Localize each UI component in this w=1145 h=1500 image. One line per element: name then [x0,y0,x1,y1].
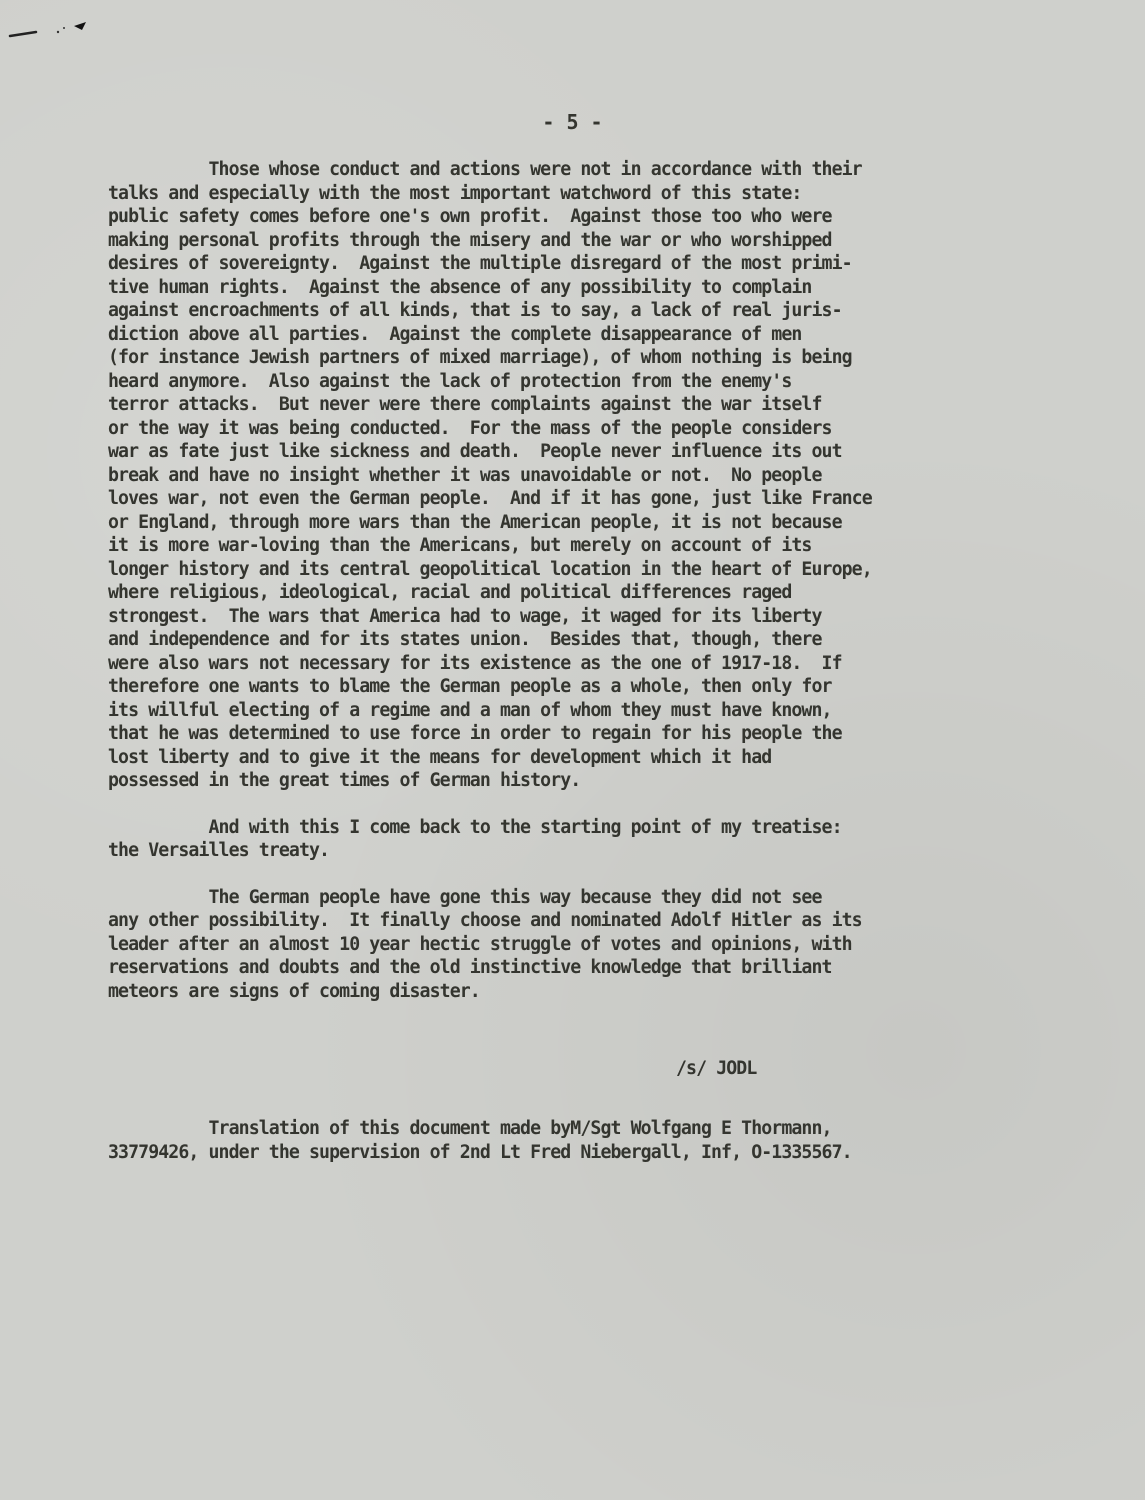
text-line: longer history and its central geopolitical location in the heart of Europe, [108,558,872,580]
text-line: meteors are signs of coming disaster. [108,980,480,1002]
text-line: lost liberty and to give it the means for development which it had [108,746,772,768]
text-line: therefore one wants to blame the German people as a whole, then only for [108,676,832,697]
paragraph-3 [108,886,1013,1004]
text-line: possessed in the great times of German history. [108,770,581,791]
text-line: tive human rights. Against the absence of any possibility to complain [108,276,812,298]
text-line: war as fate just like sickness and death. People never influence its out [108,441,842,462]
text-line: heard anymore. Also against the lack of protection from the enemy's [108,370,792,392]
translation-line: 33779426, under the supervision of 2nd Lt Fred Niebergall, Inf, O-1335567. [108,1141,852,1163]
signature: /s/ JODL [676,1058,757,1079]
text-line: where religious, ideological, racial and political differences raged [108,582,792,603]
text-line: desires of sovereignty. Against the multiple disregard of the most primi- [108,253,852,274]
text-line: or the way it was being conducted. For the mass of the people considers [108,417,832,439]
text-line: or England, through more wars than the American people, it is not because [108,511,842,533]
text-line: public safety comes before one's own profit. Against those too who were [108,206,832,227]
text-line: reservations and doubts and the old instinctive knowledge that brilliant [108,957,832,978]
paragraph-1 [108,158,1013,793]
text-line: talks and especially with the most important watchword of this state: [108,182,802,204]
text-line: And with this I come back to the starting point of my treatise: [108,816,842,838]
text-line: Those whose conduct and actions were not in accordance with their [108,159,862,180]
text-line: (for instance Jewish partners of mixed marriage), of whom nothing is being [108,347,852,368]
text-line: that he was determined to use force in order to regain for his people the [108,723,842,744]
text-line: any other possibility. It finally choose and nominated Adolf Hitler as its [108,910,862,931]
translation-note [108,1117,1013,1164]
text-line: leader after an almost 10 year hectic struggle of votes and opinions, with [108,933,852,955]
text-line: diction above all parties. Against the complete disappearance of men [108,323,802,345]
ink-mark-icon [6,14,86,44]
text-line: terror attacks. But never were there complaints against the war itself [108,394,822,415]
text-line: against encroachments of all kinds, that is to say, a lack of real juris- [108,300,842,321]
text-line: The German people have gone this way because they did not see [108,886,822,908]
paragraph-2 [108,816,1013,863]
text-line: and independence and for its states union. Besides that, though, there [108,629,822,650]
translation-line: Translation of this document made byM/Sgt Wolfgang E Thormann, [108,1118,832,1139]
text-line: loves war, not even the German people. And if it has gone, just like France [108,488,872,509]
text-line: making personal profits through the misery and the war or who worshipped [108,229,832,251]
text-line: were also wars not necessary for its existence as the one of 1917-18. If [108,652,842,674]
page-number: - 5 - [542,110,603,134]
text-line: break and have no insight whether it was unavoidable or not. No people [108,464,822,486]
document-body [108,158,1013,1003]
text-line: the Versailles treaty. [108,840,330,861]
text-line: strongest. The wars that America had to wage, it waged for its liberty [108,605,822,627]
text-line: it is more war-loving than the Americans, but merely on account of its [108,535,812,556]
text-line: its willful electing of a regime and a man of whom they must have known, [108,699,832,721]
